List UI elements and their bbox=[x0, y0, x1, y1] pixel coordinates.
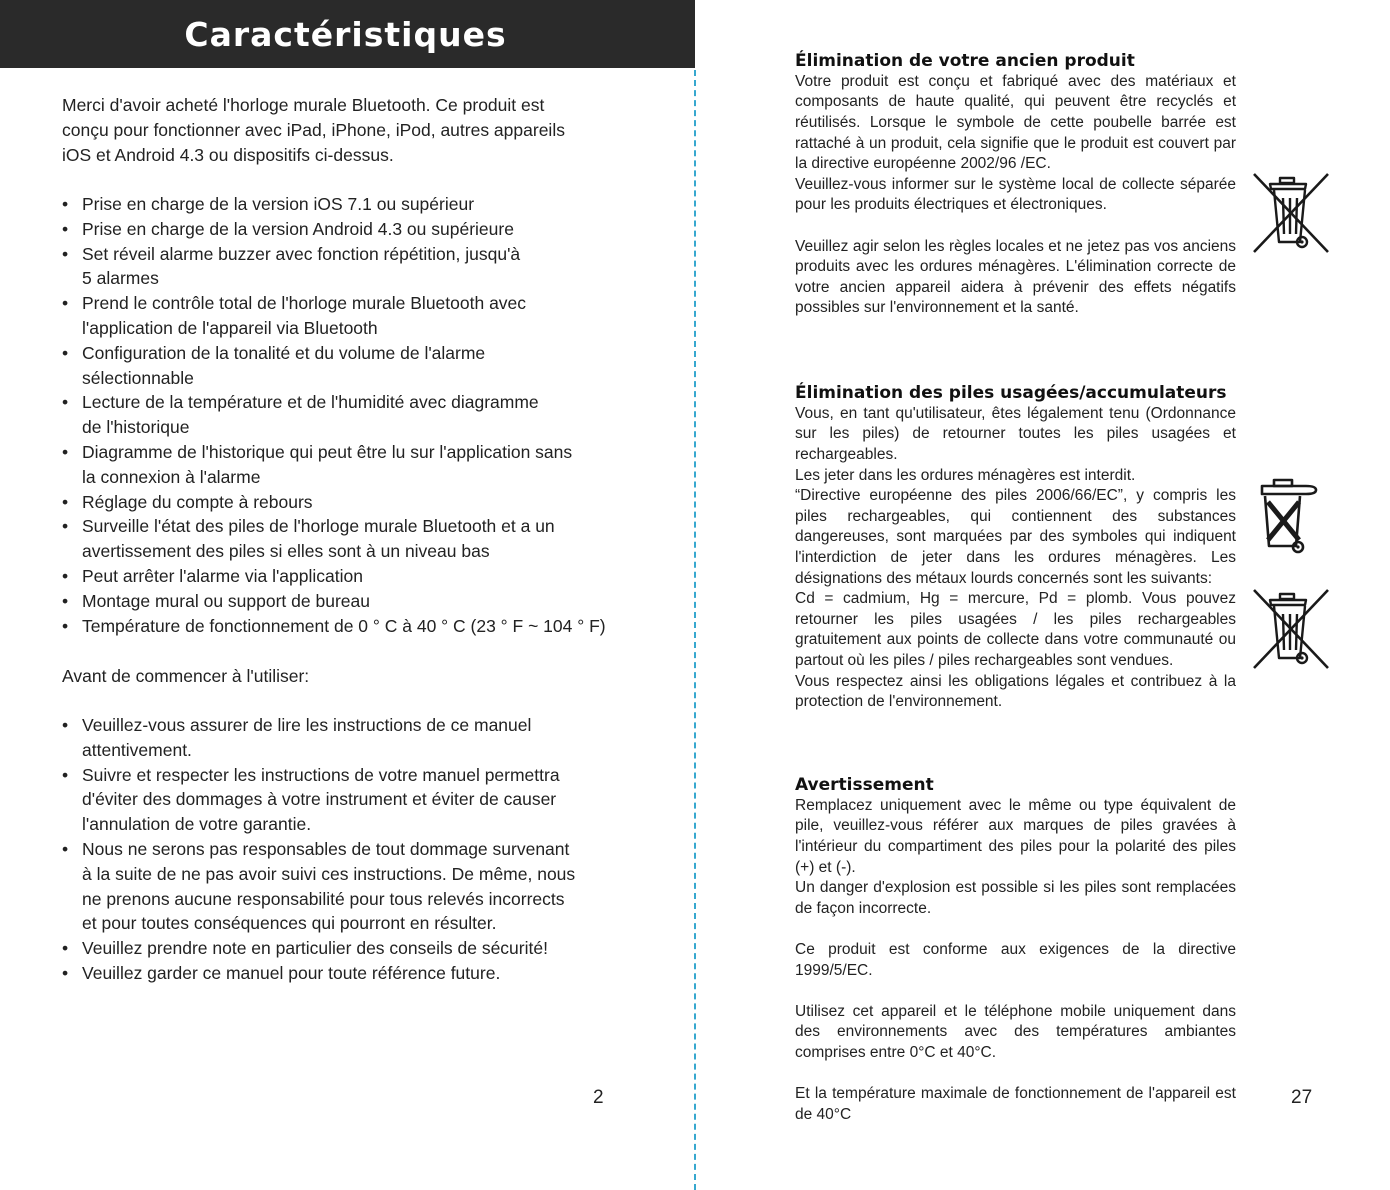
list-item bbox=[62, 192, 662, 217]
list-item-line: 5 alarmes bbox=[82, 268, 159, 289]
list-item bbox=[62, 961, 662, 986]
list-item-line: Set réveil alarme buzzer avec fonction répétition, jusqu'à bbox=[82, 243, 521, 264]
list-item-line: Prise en charge de la version Android 4.3 ou supérieure bbox=[82, 218, 514, 239]
list-item-line: sélectionnable bbox=[82, 367, 194, 388]
list-item-line: Prise en charge de la version iOS 7.1 ou supérieur bbox=[82, 194, 475, 214]
list-item bbox=[62, 440, 662, 490]
list-item-line: Nous ne serons pas responsables de tout dommage survenant bbox=[82, 838, 570, 859]
list-item-line: Lecture de la température et de l'humidité avec diagramme bbox=[82, 392, 539, 413]
list-item bbox=[62, 837, 662, 936]
list-item-line: Réglage du compte à rebours bbox=[82, 491, 313, 512]
batteries-body bbox=[795, 404, 1236, 713]
intro-line: conçu pour fonctionner avec iPad, iPhone, iPod, autres appareils bbox=[62, 119, 565, 140]
disposal-title: Élimination de votre ancien produit bbox=[795, 51, 1135, 71]
list-item-line: Configuration de la tonalité et du volume de l'alarme bbox=[82, 342, 486, 363]
paragraph: “Directive européenne des piles 2006/66/EC”, y compris les piles rechargeables, qui contiennent des substances dangereuses, sont marquées par des symboles qui indiquent l'interdiction de jeter dans les ordures ménagères. Les désignations des métaux lourds concernés sont les suivants: bbox=[795, 487, 1236, 587]
paragraph: Votre produit est conçu et fabriqué avec des matériaux et composants de haute qualité, qui peuvent être recyclés et réutilisés. Lorsque le symbole de cette poubelle barrée est rattaché à un produit, cela signifie que le produit est couvert par la directive européenne 2002/96 /EC. bbox=[795, 72, 1236, 173]
intro-line: Merci d'avoir acheté l'horloge murale Bluetooth. Ce produit est bbox=[62, 95, 545, 115]
disposal-section bbox=[795, 51, 1236, 319]
list-item-line: d'éviter des dommages à votre instrument et éviter de causer bbox=[82, 789, 557, 810]
page-fold-divider bbox=[694, 70, 696, 1190]
warning-body bbox=[795, 796, 1236, 1126]
list-item-line: Suivre et respecter les instructions de votre manuel permettra bbox=[82, 764, 560, 785]
paragraph: Vous, en tant qu'utilisateur, êtes légalement tenu (Ordonnance sur les piles) de retourner toutes les piles usagées et rechargeables. bbox=[795, 404, 1236, 463]
intro-line: iOS et Android 4.3 ou dispositifs ci-dessus. bbox=[62, 144, 394, 165]
list-item bbox=[62, 490, 662, 515]
paragraph: Veuillez-vous informer sur le système local de collecte séparée pour les produits électriques et électroniques. bbox=[795, 175, 1236, 214]
paragraph: Les jeter dans les ordures ménagères est interdit. bbox=[795, 466, 1136, 484]
paragraph: Ce produit est conforme aux exigences de la directive 1999/5/EC. bbox=[795, 940, 1236, 979]
list-item bbox=[62, 713, 662, 763]
list-item bbox=[62, 242, 662, 292]
paragraph bbox=[795, 1064, 1236, 1085]
paragraph: Et la température maximale de fonctionnement de l'appareil est de 40°C bbox=[795, 1085, 1236, 1123]
list-item-line: Diagramme de l'historique qui peut être lu sur l'application sans bbox=[82, 441, 573, 462]
batteries-title: Élimination des piles usagées/accumulateurs bbox=[795, 383, 1227, 403]
list-item bbox=[62, 341, 662, 391]
before-use-heading: Avant de commencer à l'utiliser: bbox=[62, 666, 310, 686]
list-item bbox=[62, 614, 662, 639]
list-item-line: et pour toutes conséquences qui pourront en résulter. bbox=[82, 913, 497, 934]
page-title: Caractéristiques bbox=[184, 14, 507, 54]
paragraph: Utilisez cet appareil et le téléphone mobile uniquement dans des environnements avec des températures ambiantes comprises entre 0°C et 40°C. bbox=[795, 1002, 1236, 1061]
paragraph: Veuillez agir selon les règles locales et ne jetez pas vos anciens produits avec les ordures ménagères. L'élimination correcte de votre ancien appareil aidera à prévenir des effets négatifs possibles sur l'environnement et la santé. bbox=[795, 237, 1236, 317]
list-item bbox=[62, 514, 662, 564]
warning-title: Avertissement bbox=[795, 775, 934, 795]
header-bar bbox=[0, 0, 695, 68]
list-item-line: l'annulation de votre garantie. bbox=[82, 814, 312, 835]
list-item bbox=[62, 936, 662, 961]
list-item-line: Peut arrêter l'alarme via l'application bbox=[82, 565, 363, 586]
list-item-line: Veuillez garder ce manuel pour toute référence future. bbox=[82, 962, 501, 983]
paragraph bbox=[795, 981, 1236, 1002]
crossed-wheelie-bin-icon bbox=[1250, 586, 1332, 672]
list-item-line: la connexion à l'alarme bbox=[82, 466, 261, 487]
list-item-line: Surveille l'état des piles de l'horloge murale Bluetooth et a un bbox=[82, 516, 555, 537]
page-number-left: 2 bbox=[593, 1087, 604, 1108]
intro-text bbox=[62, 93, 652, 167]
list-item-line: ne prenons aucune responsabilité pour tous relevés incorrects bbox=[82, 888, 565, 909]
list-item-line: de l'historique bbox=[82, 417, 190, 438]
crossed-battery-bin-icon bbox=[1254, 476, 1326, 562]
list-item-line: Montage mural ou support de bureau bbox=[82, 590, 370, 611]
paragraph: Vous respectez ainsi les obligations légales et contribuez à la protection de l'environnement. bbox=[795, 672, 1236, 711]
crossed-wheelie-bin-icon bbox=[1250, 170, 1332, 256]
list-item-line: l'application de l'appareil via Bluetooth bbox=[82, 317, 378, 338]
list-item-line: Veuillez-vous assurer de lire les instructions de ce manuel bbox=[82, 715, 532, 735]
list-item-line: à la suite de ne pas avoir suivi ces instructions. De même, nous bbox=[82, 863, 576, 884]
list-item-line: Veuillez prendre note en particulier des conseils de sécurité! bbox=[82, 938, 548, 959]
list-item bbox=[62, 291, 662, 341]
batteries-section bbox=[795, 383, 1236, 713]
warning-section bbox=[795, 775, 1236, 1125]
list-item-line: Prend le contrôle total de l'horloge murale Bluetooth avec bbox=[82, 293, 527, 314]
features-list bbox=[62, 192, 662, 638]
list-item-line: avertissement des piles si elles sont à un niveau bas bbox=[82, 541, 490, 562]
list-item bbox=[62, 564, 662, 589]
list-item bbox=[62, 763, 662, 837]
page-number-right: 27 bbox=[1291, 1087, 1313, 1108]
right-page bbox=[697, 0, 1390, 1190]
list-item bbox=[62, 390, 662, 440]
disposal-body bbox=[795, 72, 1236, 319]
paragraph bbox=[795, 919, 1236, 940]
paragraph: Un danger d'explosion est possible si les piles sont remplacées de façon incorrecte. bbox=[795, 879, 1236, 917]
list-item bbox=[62, 217, 662, 242]
list-item-line: Température de fonctionnement de 0 ° C à 40 ° C (23 ° F ~ 104 ° F) bbox=[82, 615, 606, 636]
paragraph: Cd = cadmium, Hg = mercure, Pd = plomb. Vous pouvez retourner les piles usagées / les piles rechargeables gratuitement aux points de collecte dans votre communauté ou partout où les piles / piles rechargeables sont vendues. bbox=[795, 590, 1236, 669]
paragraph bbox=[795, 216, 1236, 237]
list-item bbox=[62, 589, 662, 614]
warnings-list bbox=[62, 713, 662, 986]
list-item-line: attentivement. bbox=[82, 739, 192, 760]
paragraph: Remplacez uniquement avec le même ou type équivalent de pile, veuillez-vous référer aux marques de piles gravées à l'intérieur du compartiment des piles pour la polarité des piles (+) et (-). bbox=[795, 796, 1236, 876]
